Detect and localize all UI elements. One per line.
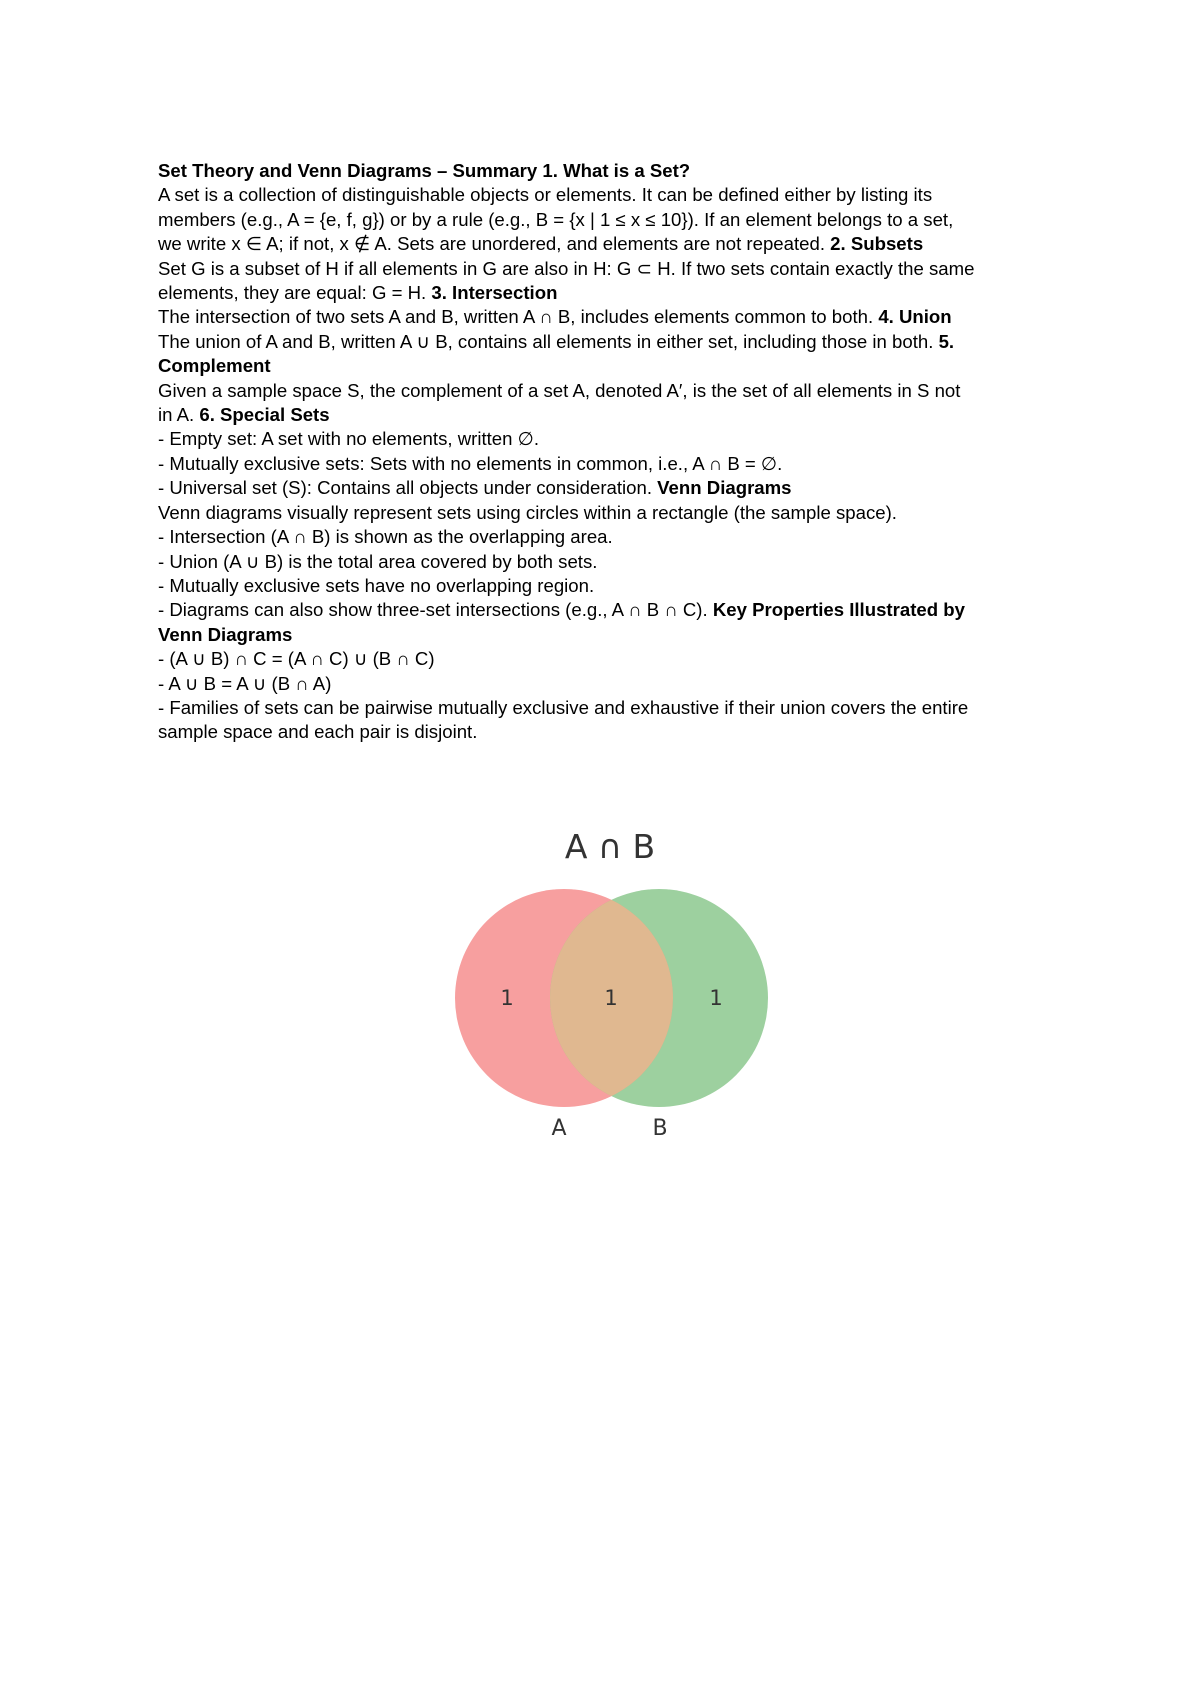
venn-diagram	[440, 815, 780, 1155]
bold-heading: Venn Diagrams	[657, 477, 792, 499]
text-segment: - Diagrams can also show three-set intersections (e.g., A ∩ B ∩ C).	[158, 599, 713, 621]
text-segment: we write x ∈ A; if not, x ∉ A. Sets are unordered, and elements are not repeated.	[158, 233, 831, 255]
text-segment: Given a sample space S, the complement of a set A, denoted A′, is the set of all elements in S not	[158, 379, 961, 401]
text-segment: - Empty set: A set with no elements, written ∅.	[158, 428, 539, 450]
text-line	[158, 476, 1058, 500]
text-segment: - Mutually exclusive sets have no overlapping region.	[158, 574, 595, 596]
bold-heading: 4. Union	[878, 306, 952, 328]
text-line	[158, 427, 1058, 451]
text-line	[158, 452, 1058, 476]
text-segment: - Union (A ∪ B) is the total area covered by both sets.	[158, 550, 598, 572]
text-line	[158, 672, 1058, 696]
summary-text	[158, 159, 1058, 745]
text-segment: The intersection of two sets A and B, written A ∩ B, includes elements common to both.	[158, 306, 879, 328]
text-line	[158, 574, 1058, 598]
text-segment: elements, they are equal: G = H.	[158, 282, 432, 304]
bold-heading: Key Properties Illustrated by	[712, 599, 965, 621]
text-line	[158, 183, 1058, 207]
text-line	[158, 623, 1058, 647]
text-line	[158, 232, 1058, 256]
text-line	[158, 403, 1058, 427]
bold-heading: 3. Intersection	[431, 282, 558, 304]
text-segment: sample space and each pair is disjoint.	[158, 721, 478, 743]
text-segment: Venn diagrams visually represent sets using circles within a rectangle (the sample space).	[158, 501, 897, 523]
text-segment: in A.	[158, 404, 200, 426]
text-segment: - (A ∪ B) ∩ C = (A ∩ C) ∪ (B ∩ C)	[158, 648, 435, 670]
bold-heading: 2. Subsets	[830, 233, 924, 255]
bold-heading: 5.	[938, 330, 955, 352]
text-line	[158, 330, 1058, 354]
text-segment: - Universal set (S): Contains all objects under consideration.	[158, 477, 658, 499]
bold-heading: 6. Special Sets	[199, 404, 330, 426]
text-line	[158, 379, 1058, 403]
bold-heading: Complement	[158, 355, 271, 377]
text-line	[158, 281, 1058, 305]
text-segment: Set G is a subset of H if all elements in G are also in H: G ⊂ H. If two sets contain exactly the same	[158, 257, 975, 279]
text-line	[158, 550, 1058, 574]
text-line	[158, 647, 1058, 671]
text-line	[158, 159, 1058, 183]
venn-title: A ∩ B	[564, 827, 656, 866]
bold-heading: Set Theory and Venn Diagrams – Summary 1. What is a Set?	[158, 160, 691, 181]
text-line	[158, 208, 1058, 232]
region-b-only-count: 1	[709, 986, 723, 1010]
text-segment: - A ∪ B = A ∪ (B ∩ A)	[158, 672, 332, 694]
text-line	[158, 720, 1058, 744]
text-line	[158, 525, 1058, 549]
text-segment: - Mutually exclusive sets: Sets with no elements in common, i.e., A ∩ B = ∅.	[158, 452, 783, 474]
set-b-label: B	[652, 1116, 668, 1141]
set-a-label: A	[551, 1116, 567, 1141]
text-line	[158, 305, 1058, 329]
region-intersection-count: 1	[604, 986, 618, 1010]
text-line	[158, 501, 1058, 525]
text-line	[158, 354, 1058, 378]
region-a-only-count: 1	[500, 986, 514, 1010]
text-line	[158, 696, 1058, 720]
text-segment: members (e.g., A = {e, f, g}) or by a rule (e.g., B = {x | 1 ≤ x ≤ 10}). If an element belongs to a set,	[158, 208, 954, 230]
text-segment: A set is a collection of distinguishable objects or elements. It can be defined either by listing its	[158, 184, 933, 206]
text-segment: - Families of sets can be pairwise mutually exclusive and exhaustive if their union covers the entire	[158, 696, 969, 718]
text-line	[158, 598, 1058, 622]
text-segment: The union of A and B, written A ∪ B, contains all elements in either set, including those in both.	[158, 330, 939, 352]
text-line	[158, 257, 1058, 281]
bold-heading: Venn Diagrams	[158, 623, 293, 645]
text-segment: - Intersection (A ∩ B) is shown as the overlapping area.	[158, 526, 613, 548]
